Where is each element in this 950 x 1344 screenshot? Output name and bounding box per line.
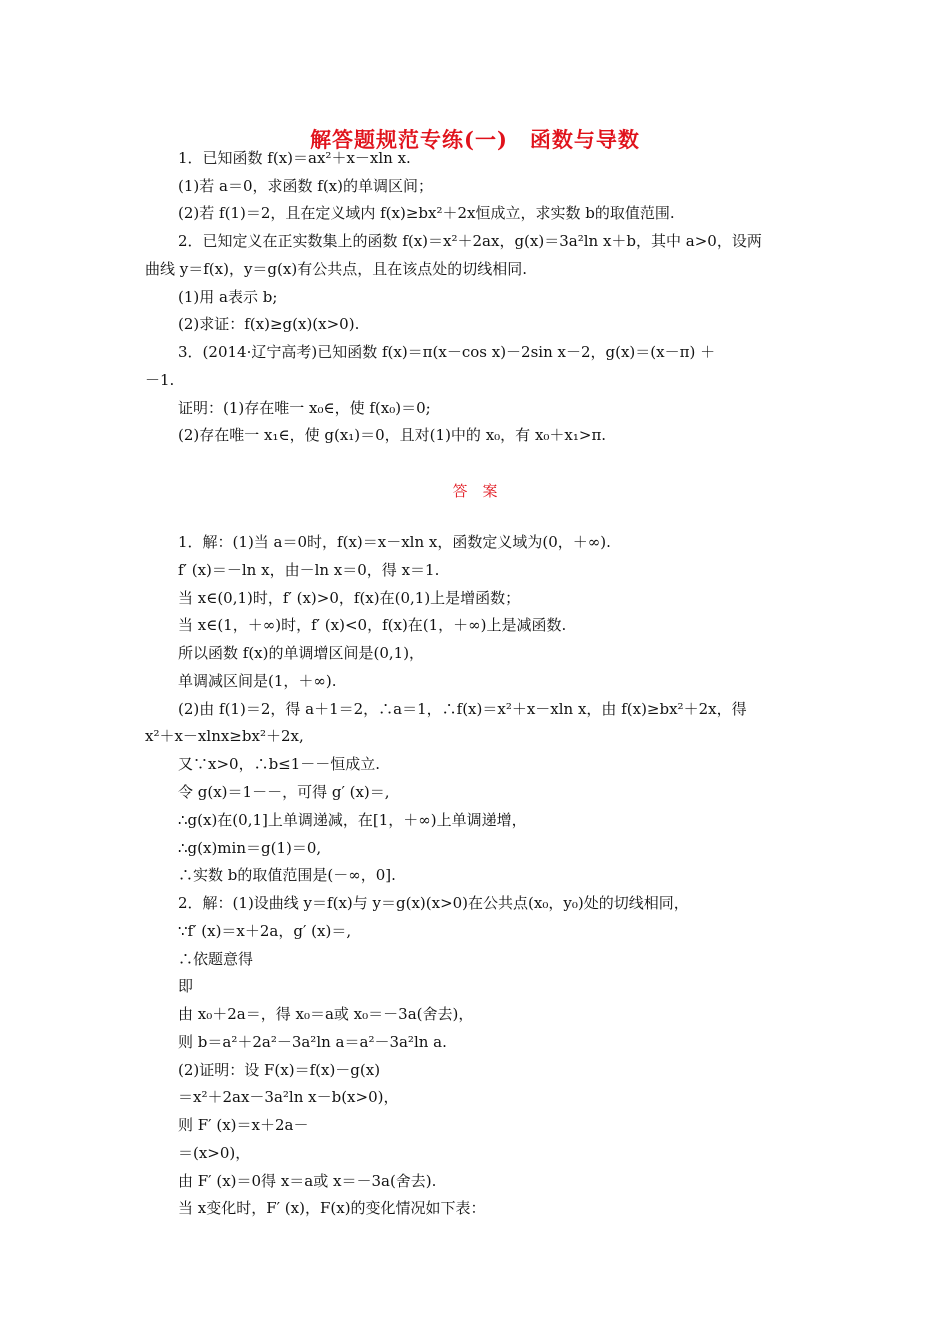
answer-line: 又∵x>0，∴b≤1－－恒成立. — [178, 755, 381, 773]
answer-line: 由 F′ (x)＝0得 x＝a或 x＝－3a(舍去). — [178, 1172, 437, 1190]
answer-line: ∴g(x)在(0,1]上单调递减，在[1，＋∞)上单调递增， — [178, 811, 527, 829]
answer-line: 当 x变化时，F′ (x)，F(x)的变化情况如下表： — [178, 1199, 486, 1217]
answer-line: 则 b＝a²＋2a²－3a²ln a＝a²－3a²ln a. — [178, 1033, 447, 1051]
answer-line: ∴g(x)min＝g(1)＝0, — [178, 839, 322, 857]
answer-line: 所以函数 f(x)的单调增区间是(0,1)， — [178, 644, 425, 662]
answer-line: ∴实数 b的取值范围是(－∞，0]. — [178, 866, 396, 884]
answer-line: 当 x∈(0,1)时，f′ (x)>0，f(x)在(0,1)上是增函数； — [178, 589, 521, 607]
answer-line: x²＋x－xlnx≥bx²＋2x, — [145, 727, 304, 745]
answer-line: ∴依题意得 — [178, 950, 254, 968]
answer-line: ∵f′ (x)＝x＋2a，g′ (x)＝, — [178, 922, 352, 940]
answer-line: 由 x₀＋2a＝，得 x₀＝a或 x₀＝－3a(舍去)， — [178, 1005, 474, 1023]
answer-line: 2．解：(1)设曲线 y＝f(x)与 y＝g(x)(x>0)在公共点(x₀，y₀)处的切线相同， — [178, 894, 689, 912]
question-line: －1. — [145, 371, 175, 389]
question-line: 2．已知定义在正实数集上的函数 f(x)＝x²＋2ax，g(x)＝3a²ln x＋b，其中 a>0，设两 — [178, 232, 762, 250]
question-line: 3．(2014·辽宁高考)已知函数 f(x)＝π(x－cos x)－2sin x－2，g(x)＝(x－π) ＋ — [178, 343, 716, 361]
question-line: (2)求证：f(x)≥g(x)(x>0). — [178, 315, 360, 333]
answer-line: (2)证明：设 F(x)＝f(x)－g(x) — [178, 1061, 381, 1079]
answer-line: 令 g(x)＝1－－，可得 g′ (x)＝, — [178, 783, 390, 801]
answer-line: (2)由 f(1)＝2，得 a＋1＝2，∴a＝1，∴f(x)＝x²＋x－xln x，由 f(x)≥bx²＋2x，得 — [178, 700, 747, 718]
question-line: (2)若 f(1)＝2，且在定义域内 f(x)≥bx²＋2x恒成立，求实数 b的取值范围. — [178, 204, 675, 222]
page-title: 解答题规范专练(一) 函数与导数 — [310, 127, 640, 152]
answer-line: ＝x²＋2ax－3a²ln x－b(x>0)， — [178, 1088, 399, 1106]
question-line: (1)用 a表示 b; — [178, 288, 278, 306]
answer-line: ＝(x>0)， — [178, 1144, 251, 1162]
answer-line: 即 — [178, 977, 194, 995]
answer-line: 当 x∈(1，＋∞)时，f′ (x)<0，f(x)在(1，＋∞)上是减函数. — [178, 616, 567, 634]
answer-heading: 答 案 — [452, 482, 498, 500]
answer-line: 1．解：(1)当 a＝0时，f(x)＝x－xln x，函数定义域为(0，＋∞). — [178, 533, 611, 551]
answer-line: 则 F′ (x)＝x＋2a－ — [178, 1116, 309, 1134]
question-line: (1)若 a＝0，求函数 f(x)的单调区间； — [178, 177, 433, 195]
question-line: 证明：(1)存在唯一 x₀∈，使 f(x₀)＝0; — [178, 399, 431, 417]
question-line: 1．已知函数 f(x)＝ax²＋x－xln x. — [178, 149, 411, 167]
question-line: (2)存在唯一 x₁∈，使 g(x₁)＝0，且对(1)中的 x₀，有 x₀＋x₁>π. — [178, 426, 607, 444]
question-line: 曲线 y＝f(x)，y＝g(x)有公共点，且在该点处的切线相同. — [145, 260, 527, 278]
answer-line: 单调减区间是(1，＋∞). — [178, 672, 337, 690]
answer-line: f′ (x)＝－ln x，由－ln x＝0，得 x＝1. — [178, 561, 440, 579]
